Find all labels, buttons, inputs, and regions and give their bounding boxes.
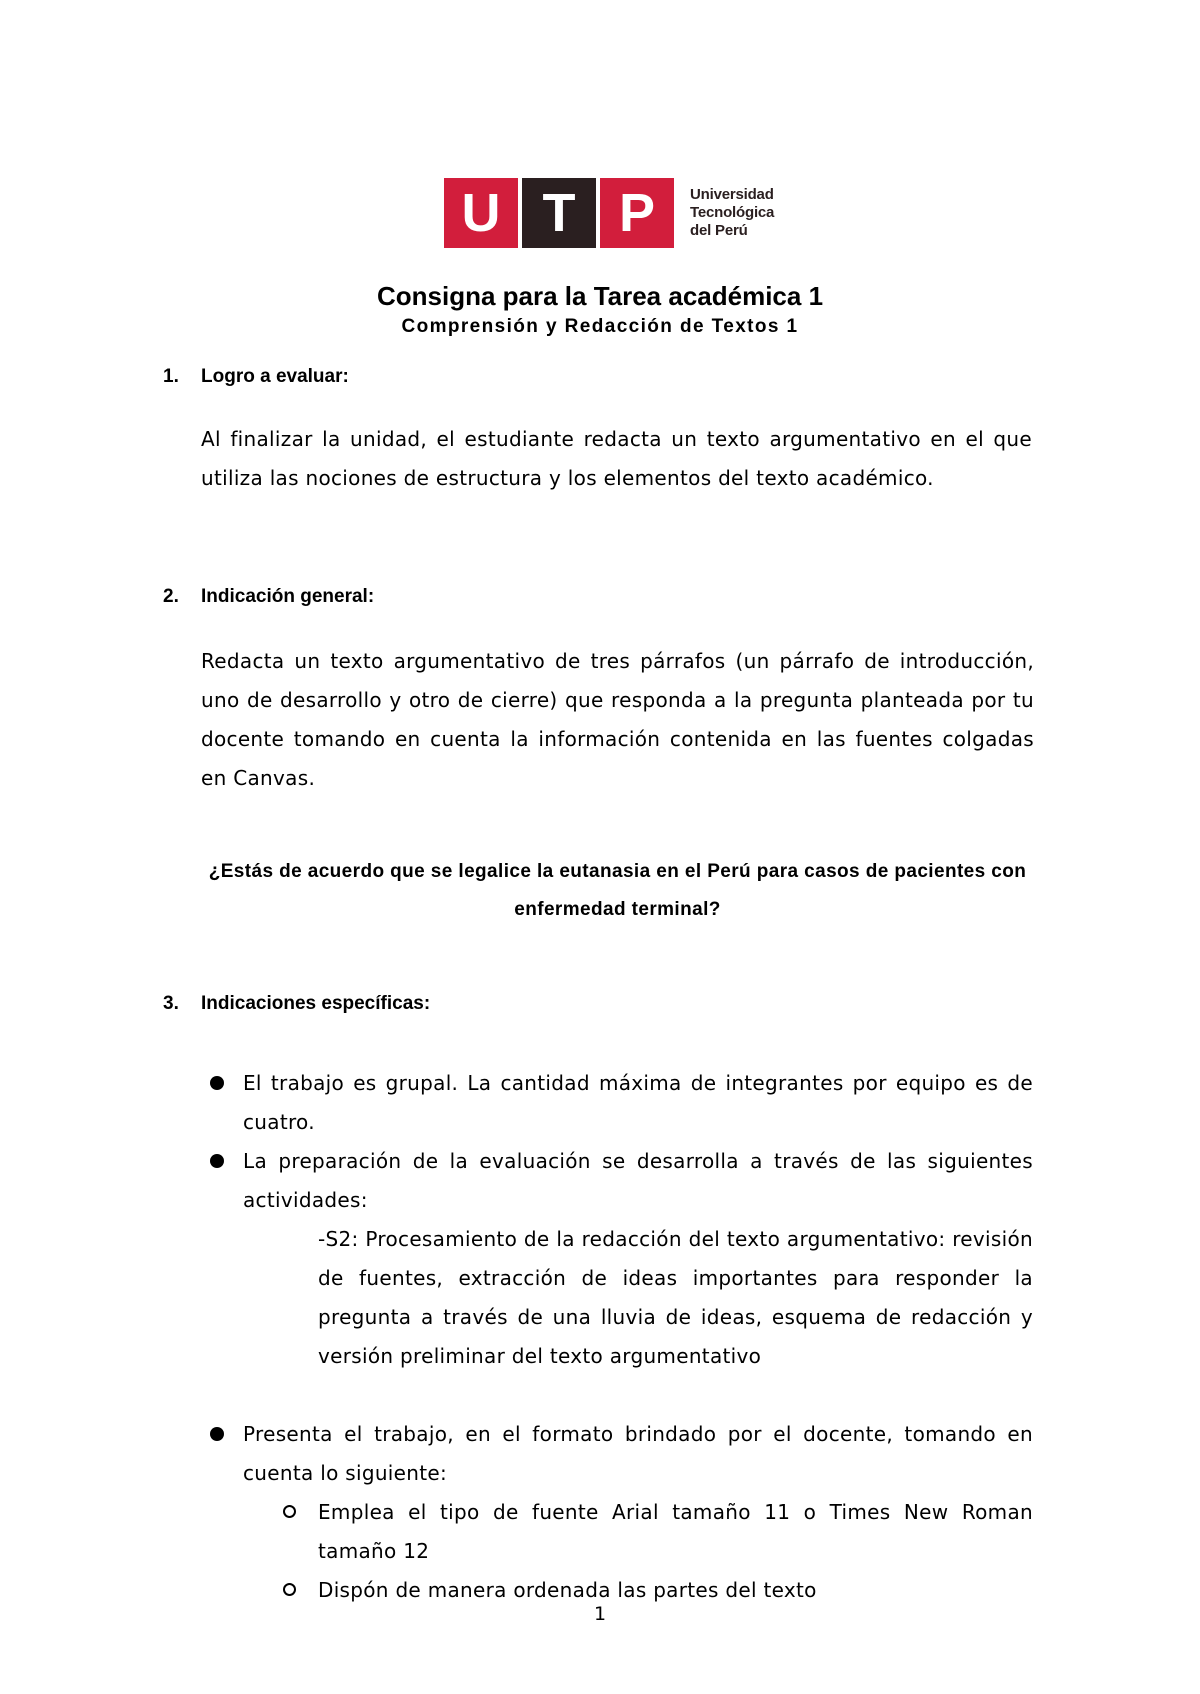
section-title: Logro a evaluar: [201, 366, 349, 387]
section-text-logro: Al finalizar la unidad, el estudiante redacta un texto argumentativo en el que utiliza las nociones de estructura y los elementos del texto académico. [201, 427, 1032, 490]
section-heading-indicaciones-especificas [163, 991, 430, 1017]
document-title: Consigna para la Tarea académica 1 [376, 281, 824, 311]
logo-university-name [690, 186, 774, 240]
bullet-dot-icon [210, 1427, 224, 1441]
section-number: 1. [163, 366, 179, 387]
page-number: 1 [593, 1603, 607, 1625]
section-number: 2. [163, 586, 179, 607]
bullet-text-presenta: Presenta el trabajo, en el formato brindado por el docente, tomando en cuenta lo siguiente: [243, 1422, 1033, 1485]
assignment-question: ¿Estás de acuerdo que se legalice la eutanasia en el Perú para casos de pacientes con enfermedad terminal? [208, 861, 1027, 920]
logo-name-line: del Perú [690, 222, 748, 239]
logo-letter-t: T [522, 178, 596, 248]
bullet-dot-icon [210, 1076, 224, 1090]
sub-bullet-fuente: Emplea el tipo de fuente Arial tamaño 11 o Times New Roman tamaño 12 [318, 1500, 1033, 1563]
bullet-text-grupal: El trabajo es grupal. La cantidad máxima de integrantes por equipo es de cuatro. [243, 1071, 1033, 1134]
section-text-indicacion-general: Redacta un texto argumentativo de tres párrafos (un párrafo de introducción, uno de desarrollo y otro de cierre) que responda a la pregunta planteada por tu docente tomando en cuenta la información contenida en las fuentes colgadas en Canvas. [201, 649, 1034, 790]
activity-s2-text: -S2: Procesamiento de la redacción del texto argumentativo: revisión de fuentes, extracción de ideas importantes para responder la pregunta a través de una lluvia de ideas, esquema de redacción y versión preliminar del texto argumentativo [318, 1227, 1033, 1368]
bullet-dot-icon [210, 1154, 224, 1168]
section-title: Indicación general: [201, 586, 375, 607]
sub-bullet-partes: Dispón de manera ordenada las partes del texto [318, 1578, 817, 1602]
document-subtitle: Comprensión y Redacción de Textos 1 [401, 316, 799, 337]
bullet-circle-icon [283, 1505, 296, 1518]
logo-name-line: Universidad [690, 186, 774, 203]
logo-letter-u: U [444, 178, 518, 248]
bullet-circle-icon [283, 1583, 296, 1596]
section-heading-indicacion-general [163, 584, 374, 610]
logo-name-line: Tecnológica [690, 204, 775, 221]
logo-letter-p: P [600, 178, 674, 248]
section-number: 3. [163, 993, 179, 1014]
section-heading-logro [163, 364, 349, 390]
bullet-text-preparacion: La preparación de la evaluación se desarrolla a través de las siguientes actividades: [243, 1149, 1033, 1212]
utp-logo [444, 178, 774, 248]
section-title: Indicaciones específicas: [201, 993, 431, 1014]
